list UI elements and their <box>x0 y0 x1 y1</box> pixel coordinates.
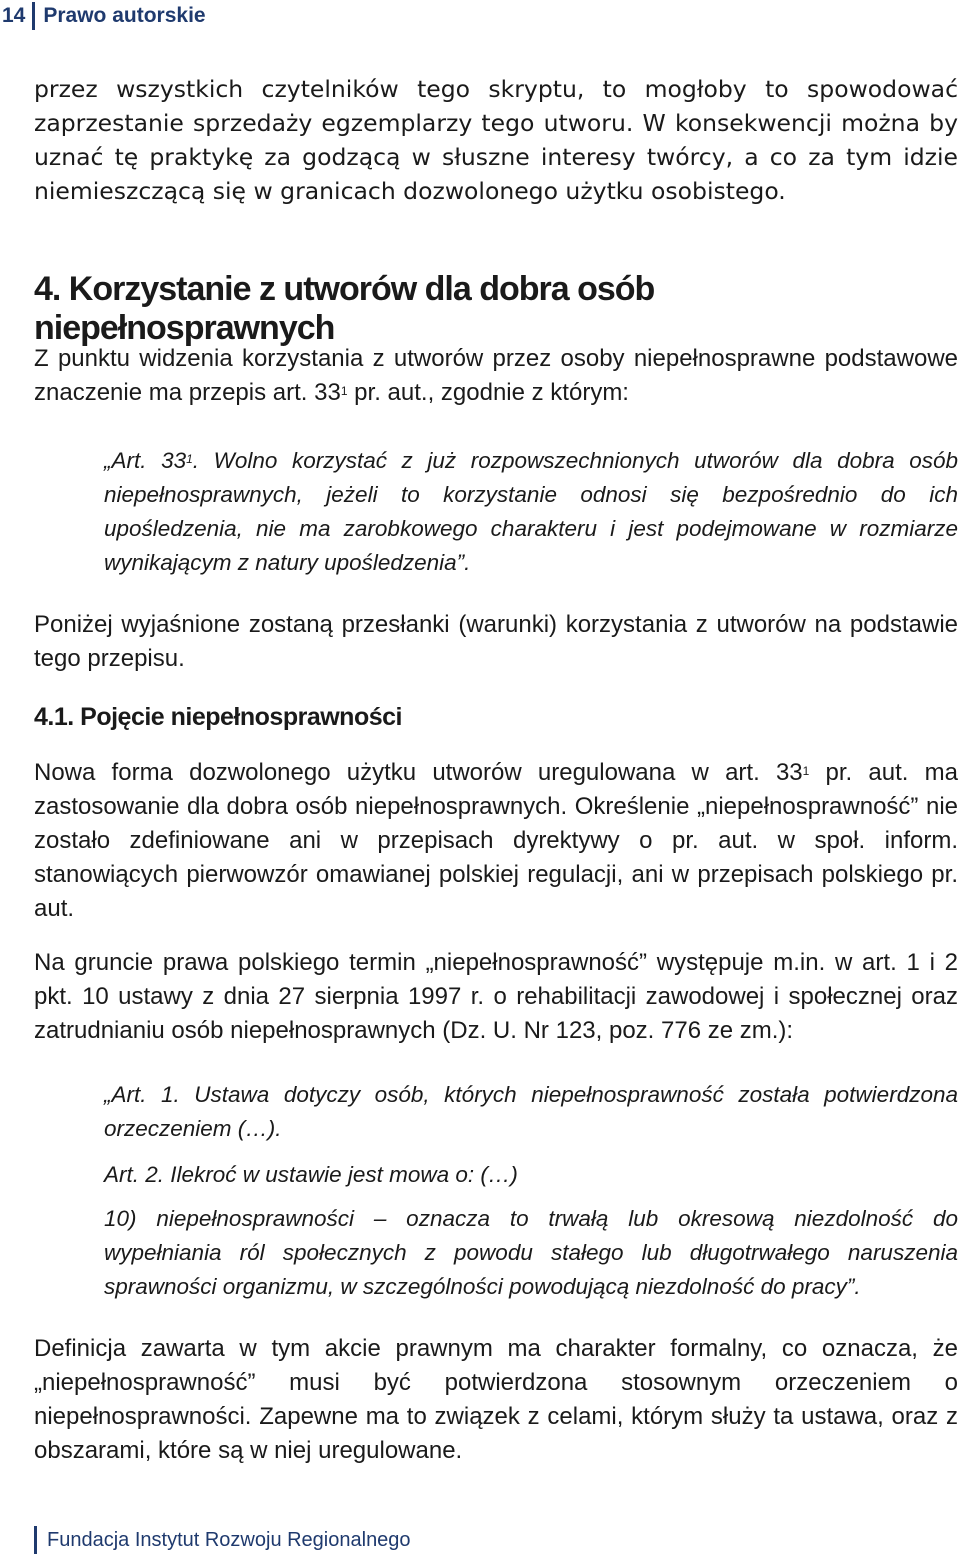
quote-art-2 <box>104 1158 958 1192</box>
quote-art-2-text: Art. 2. Ilekroć w ustawie jest mowa o: (…) <box>104 1162 518 1187</box>
intro-paragraph-block <box>34 72 958 208</box>
paragraph-3-text-b: pr. aut. ma zastosowanie dla dobra osób niepełnosprawnych. Określenie „niepełnosprawność” nie zostało zdefiniowane ani w przepisach dyrektywy o pr. aut. w społ. inform. stanowiących pierwowzór omawianej polskiej regulacji, ani w przepisach polskiego pr. aut. <box>34 759 958 922</box>
paragraph-5: Definicja zawarta w tym akcie prawnym ma charakter formalny, co oznacza, że „niepełnosprawność” musi być potwierdzona stosownym orzeczeniem o niepełnosprawności. Zapewne ma to związek z celami, którym służy ta ustawa, oraz z obszarami, które są w niej uregulowane. <box>34 1335 958 1464</box>
footer-divider <box>34 1526 37 1554</box>
paragraph-4: Na gruncie prawa polskiego termin „niepełnosprawność” występuje m.in. w art. 1 i 2 pkt. 10 ustawy z dnia 27 sierpnia 1997 r. o rehabilitacji zawodowej i społecznej oraz zatrudnianiu osób niepełnosprawnych (Dz. U. Nr 123, poz. 776 ze zm.): <box>34 949 958 1044</box>
intro-paragraph: przez wszystkich czytelników tego skryptu, to mogłoby to spowodować zaprzestanie sprzedaży egzemplarzy tego utworu. W konsekwencji można by uznać tę praktykę za godzącą w słuszne interesy twórcy, a co za tym idzie niemieszczącą się w granicach dozwolonego użytku osobistego. <box>34 75 958 205</box>
paragraph-1-text-a: Z punktu widzenia korzystania z utworów przez osoby niepełnosprawne podstawowe znaczenie ma przepis art. 33 <box>34 345 958 406</box>
quote-art-1-text: „Art. 1. Ustawa dotyczy osób, których niepełnosprawność została potwierdzona orzeczeniem (…). <box>104 1082 958 1141</box>
paragraph-1-block <box>34 342 958 410</box>
quote-art-33-text-b: . Wolno korzystać z już rozpowszechnionych utworów dla dobra osób niepełnosprawnych, jeżeli to korzystanie odnosi się bezpośrednio do ich upośledzenia, nie ma zarobkowego charakteru i jest podejmowane w rozmiarze wynikającym z natury upośledzenia”. <box>104 448 958 575</box>
running-header <box>0 0 206 32</box>
section-heading: 4. Korzystanie z utworów dla dobra osób niepełnosprawnych <box>34 270 655 347</box>
paragraph-2-block <box>34 608 958 676</box>
quote-art-1 <box>104 1078 958 1146</box>
paragraph-2: Poniżej wyjaśnione zostaną przesłanki (warunki) korzystania z utworów na podstawie tego przepisu. <box>34 611 958 672</box>
paragraph-5-block <box>34 1332 958 1468</box>
quote-art-33-superscript: 1 <box>186 452 193 466</box>
running-footer <box>34 1526 411 1554</box>
quote-definition-text: 10) niepełnosprawności – oznacza to trwałą lub okresową niezdolność do wypełniania ról społecznych z powodu stałego lub długotrwałego naruszenia sprawności organizmu, w szczególności powodującą niezdolność do pracy”. <box>104 1206 958 1299</box>
paragraph-1-superscript: 1 <box>340 384 348 398</box>
footer-text: Fundacja Instytut Rozwoju Regionalnego <box>47 1528 411 1551</box>
paragraph-3-text-a: Nowa forma dozwolonego użytku utworów uregulowana w art. 33 <box>34 759 803 786</box>
page-number: 14 <box>2 4 26 27</box>
quote-definition <box>104 1202 958 1304</box>
subsection-heading: 4.1. Pojęcie niepełnosprawności <box>34 703 402 731</box>
quote-art-33 <box>104 444 958 580</box>
paragraph-1 <box>34 342 958 410</box>
header-divider <box>32 2 35 30</box>
quote-art-33-text-a: „Art. 33 <box>104 448 187 473</box>
section-title: Prawo autorskie <box>43 4 206 27</box>
paragraph-3 <box>34 756 958 926</box>
paragraph-4-block <box>34 946 958 1048</box>
paragraph-1-text-b: pr. aut., zgodnie z którym: <box>347 379 629 406</box>
paragraph-3-block <box>34 756 958 926</box>
quote-art-33-text <box>104 444 958 580</box>
paragraph-3-superscript: 1 <box>802 764 810 778</box>
